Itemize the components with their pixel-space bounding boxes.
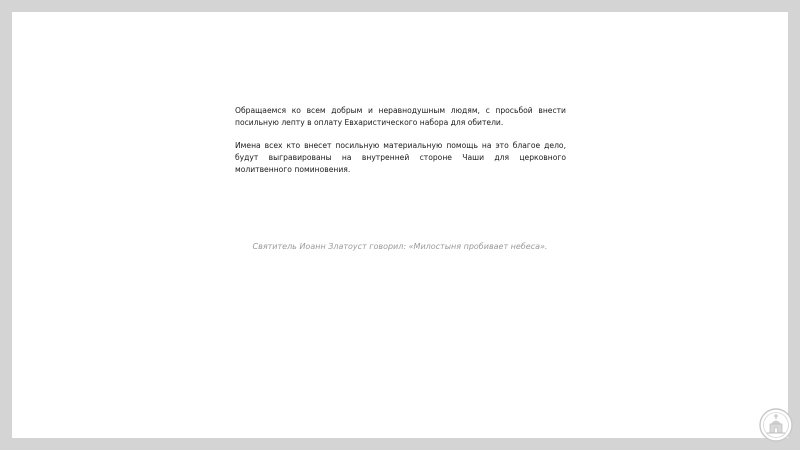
appeal-paragraph-1: Обращаемся ко всем добрым и неравнодушным людям, с просьбой внести посильную лепту в оплату Евхаристического набора для обители. [235,106,566,127]
page [12,12,788,438]
monastery-emblem-icon [758,407,794,443]
appeal-paragraph-2: Имена всех кто внесет посильную материальную помощь на это благое дело, будут выгравированы на внутренней стороне Чаши для церковного молитвенного поминовения. [235,141,566,174]
appeal-text [235,105,566,187]
quote-text: Святитель Иоанн Златоуст говорил: «Милостыня пробивает небеса». [252,242,548,251]
